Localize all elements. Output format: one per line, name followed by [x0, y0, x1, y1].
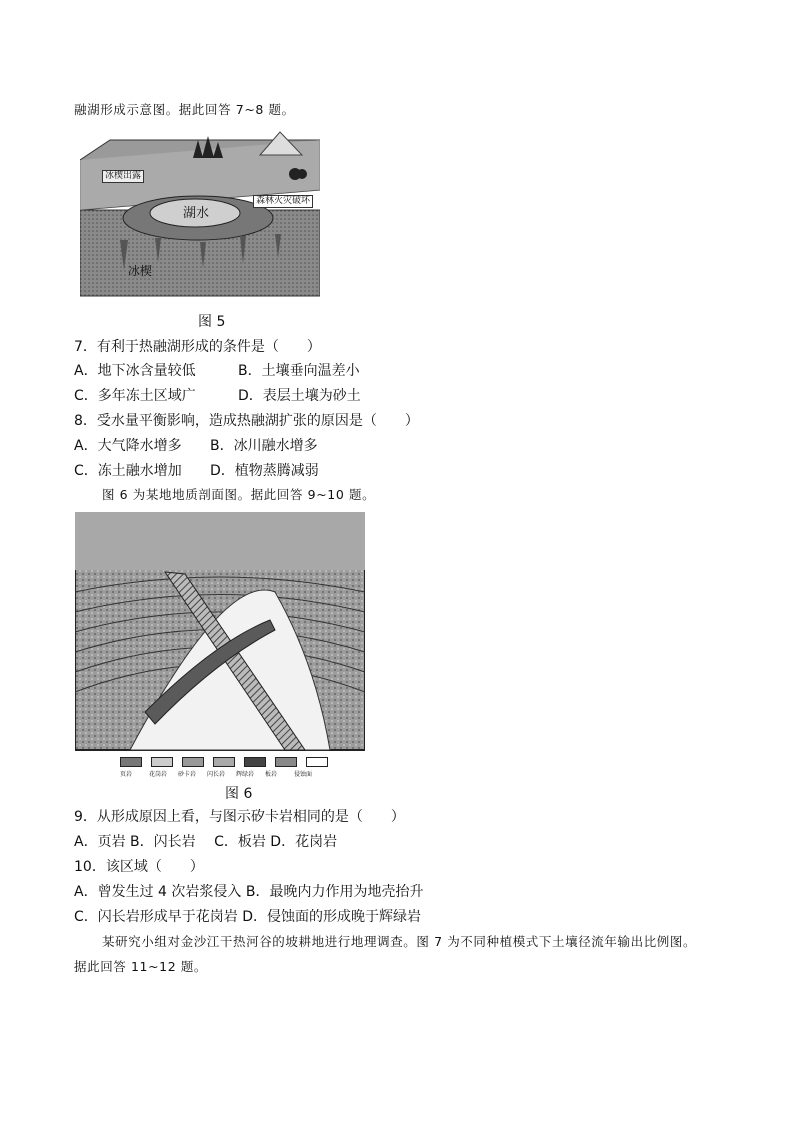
q10-stem: 10．该区域（ ）	[74, 859, 204, 875]
fig6-legend	[120, 757, 340, 777]
legend-label: 侵蚀面	[294, 771, 313, 778]
legend-label: 花岗岩	[149, 771, 168, 778]
intro-9-10: 图 6 为某地地质剖面图。据此回答 9~10 题。	[102, 487, 376, 502]
q8-option-c: C．冻土融水增加	[74, 463, 182, 479]
fig6-caption: 图 6	[225, 786, 253, 802]
intro-7-8: 融湖形成示意图。据此回答 7~8 题。	[74, 102, 295, 117]
legend-label: 板岩	[265, 771, 278, 778]
legend-label: 闪长岩	[207, 771, 226, 778]
q8-option-d: D．植物蒸腾减弱	[210, 463, 319, 479]
q8-option-b: B．冰川融水增多	[210, 438, 318, 454]
q10-options-cd: C．闪长岩形成早于花岗岩 D．侵蚀面的形成晚于辉绿岩	[74, 909, 422, 925]
fig5-label-lake-water: 湖水	[183, 206, 210, 221]
figure-6	[75, 512, 365, 752]
legend-label: 砂卡岩	[178, 771, 197, 778]
fig5-label-ice-heave: 冰楔出露	[102, 170, 144, 183]
legend-label: 页岩	[120, 771, 133, 778]
q9-options: A．页岩 B．闪长岩 C．板岩 D．花岗岩	[74, 834, 338, 850]
intro-11-12-line1: 某研究小组对金沙江干热河谷的坡耕地进行地理调查。图 7 为不同种植模式下土壤径流年输出比例图。	[102, 934, 697, 949]
q7-stem: 7．有利于热融湖形成的条件是（ ）	[74, 339, 321, 355]
fig5-label-ice-wedge: 冰楔	[128, 264, 153, 278]
intro-11-12-line2: 据此回答 11~12 题。	[74, 959, 208, 974]
q7-option-a: A．地下冰含量较低	[74, 363, 196, 379]
q7-option-d: D．表层土壤为砂土	[238, 388, 361, 404]
q9-stem: 9．从形成原因上看，与图示矽卡岩相同的是（ ）	[74, 809, 405, 825]
fig5-label-forest-fire: 森林火灾破坏	[253, 195, 313, 208]
legend-label: 辉绿岩	[236, 771, 255, 778]
q8-option-a: A．大气降水增多	[74, 438, 182, 454]
q8-stem: 8．受水量平衡影响，造成热融湖扩张的原因是（ ）	[74, 413, 419, 429]
q7-option-b: B．土壤垂向温差小	[238, 363, 360, 379]
fig5-caption: 图 5	[198, 314, 226, 330]
q10-options-ab: A．曾发生过 4 次岩浆侵入 B．最晚内力作用为地壳抬升	[74, 884, 424, 900]
q7-option-c: C．多年冻土区域广	[74, 388, 196, 404]
